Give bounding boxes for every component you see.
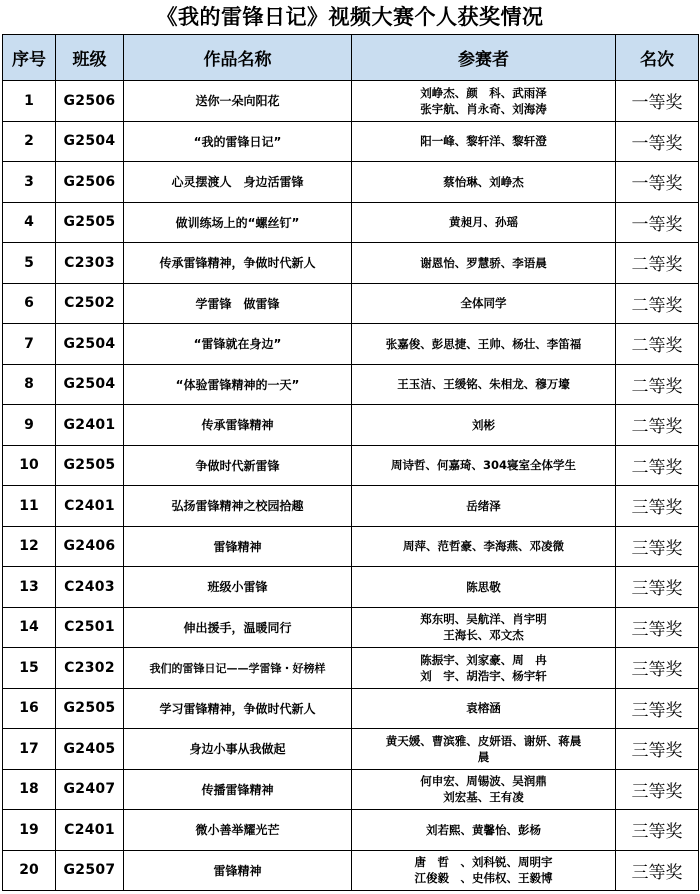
participant-line: 刘若熙、黄馨怡、彭杨 (426, 822, 541, 837)
cell-seq: 13 (3, 567, 56, 608)
cell-rank: 一等奖 (616, 202, 699, 243)
participant-line: 岳绪泽 (466, 498, 501, 513)
cell-class: C2501 (56, 607, 124, 648)
cell-work: 学雷锋 做雷锋 (124, 283, 352, 324)
participant-line: 刘峥杰、颜 科、武雨泽 (420, 85, 547, 100)
table-row (3, 283, 699, 324)
participant-line: 刘宏基、王有凌 (443, 790, 524, 805)
header-class: 班级 (56, 35, 124, 81)
cell-class: C2302 (56, 648, 124, 689)
cell-work: 我们的雷锋日记——学雷锋・好榜样 (124, 648, 352, 689)
cell-work: 争做时代新雷锋 (124, 445, 352, 486)
cell-class: G2405 (56, 729, 124, 770)
cell-seq: 8 (3, 364, 56, 405)
cell-class: G2401 (56, 405, 124, 446)
cell-work: 雷锋精神 (124, 526, 352, 567)
header-seq: 序号 (3, 35, 56, 81)
cell-seq: 9 (3, 405, 56, 446)
document-title: 《我的雷锋日记》视频大赛个人获奖情况 (156, 5, 544, 29)
cell-rank: 一等奖 (616, 162, 699, 203)
table-row (3, 810, 699, 851)
cell-seq: 11 (3, 486, 56, 527)
cell-rank: 二等奖 (616, 445, 699, 486)
participant-line: 何申宏、周锡波、吴润鼎 (420, 774, 547, 789)
cell-seq: 7 (3, 324, 56, 365)
participant-line: 袁榕涵 (466, 701, 501, 716)
cell-class: G2505 (56, 688, 124, 729)
cell-participants (352, 810, 616, 851)
cell-participants (352, 526, 616, 567)
cell-seq: 19 (3, 810, 56, 851)
participant-line: 黄天媛、曹滨雅、皮妍语、谢妍、蒋晨 (385, 733, 582, 748)
cell-rank: 二等奖 (616, 405, 699, 446)
table-row (3, 607, 699, 648)
cell-rank: 二等奖 (616, 243, 699, 284)
cell-seq: 4 (3, 202, 56, 243)
table-body (3, 81, 699, 891)
cell-rank: 一等奖 (616, 81, 699, 122)
table-row (3, 202, 699, 243)
table-row (3, 364, 699, 405)
cell-work: 心灵摆渡人 身边活雷锋 (124, 162, 352, 203)
participant-line: 周诗哲、何嘉琦、304寝室全体学生 (390, 458, 576, 473)
participant-line: 阳一峰、黎轩洋、黎轩澄 (420, 134, 547, 149)
cell-class: C2303 (56, 243, 124, 284)
cell-work: “体验雷锋精神的一天” (124, 364, 352, 405)
cell-participants (352, 364, 616, 405)
participant-line: 周萍、范哲豪、李海燕、邓凌微 (403, 539, 564, 554)
cell-participants (352, 688, 616, 729)
cell-work: 做训练场上的“螺丝钉” (124, 202, 352, 243)
cell-seq: 10 (3, 445, 56, 486)
participant-line: 全体同学 (460, 296, 507, 311)
cell-work: 伸出援手，温暖同行 (124, 607, 352, 648)
cell-participants (352, 486, 616, 527)
header-rank: 名次 (616, 35, 699, 81)
cell-work: “雷锋就在身边” (124, 324, 352, 365)
cell-rank: 三等奖 (616, 648, 699, 689)
table-header-row (3, 35, 699, 81)
cell-seq: 1 (3, 81, 56, 122)
cell-rank: 三等奖 (616, 688, 699, 729)
cell-seq: 20 (3, 850, 56, 891)
cell-class: G2506 (56, 81, 124, 122)
table-row (3, 405, 699, 446)
participant-line: 郑东明、吴航洋、肖宇明 (420, 612, 547, 627)
cell-work: 送你一朵向阳花 (124, 81, 352, 122)
cell-work: 学习雷锋精神，争做时代新人 (124, 688, 352, 729)
cell-seq: 6 (3, 283, 56, 324)
cell-participants (352, 324, 616, 365)
cell-seq: 3 (3, 162, 56, 203)
cell-rank: 二等奖 (616, 364, 699, 405)
cell-participants (352, 648, 616, 689)
table-row (3, 243, 699, 284)
cell-participants (352, 769, 616, 810)
cell-participants (352, 283, 616, 324)
cell-rank: 二等奖 (616, 283, 699, 324)
participant-line: 谢恩怡、罗慧骄、李语晨 (420, 255, 547, 270)
cell-rank: 三等奖 (616, 850, 699, 891)
cell-participants (352, 445, 616, 486)
table-row (3, 850, 699, 891)
cell-seq: 12 (3, 526, 56, 567)
participant-line: 江俊毅 、史伟权、王毅博 (414, 871, 553, 886)
cell-seq: 15 (3, 648, 56, 689)
table-row (3, 162, 699, 203)
cell-participants (352, 607, 616, 648)
award-table (2, 34, 699, 891)
cell-work: 身边小事从我做起 (124, 729, 352, 770)
table-row (3, 486, 699, 527)
cell-work: 传播雷锋精神 (124, 769, 352, 810)
cell-class: C2401 (56, 486, 124, 527)
participant-line: 刘 宇、胡浩宇、杨宇轩 (420, 668, 547, 683)
cell-work: 雷锋精神 (124, 850, 352, 891)
header-work: 作品名称 (124, 35, 352, 81)
cell-rank: 三等奖 (616, 729, 699, 770)
cell-class: G2504 (56, 324, 124, 365)
cell-rank: 一等奖 (616, 121, 699, 162)
cell-class: G2505 (56, 445, 124, 486)
cell-rank: 三等奖 (616, 526, 699, 567)
table-row (3, 688, 699, 729)
cell-class: G2504 (56, 121, 124, 162)
participant-line: 陈振宇、刘家豪、周 冉 (420, 652, 547, 667)
cell-participants (352, 162, 616, 203)
cell-rank: 三等奖 (616, 607, 699, 648)
participant-line: 蔡怡琳、刘峥杰 (443, 174, 524, 189)
cell-participants (352, 121, 616, 162)
participant-line: 晨 (477, 749, 490, 764)
table-row (3, 81, 699, 122)
header-participants: 参赛者 (352, 35, 616, 81)
cell-participants (352, 405, 616, 446)
participant-line: 王玉洁、王缓铭、朱相龙、穆万壕 (397, 377, 570, 392)
table-row (3, 729, 699, 770)
table-row (3, 567, 699, 608)
cell-seq: 2 (3, 121, 56, 162)
cell-participants (352, 850, 616, 891)
cell-seq: 17 (3, 729, 56, 770)
cell-class: G2505 (56, 202, 124, 243)
cell-seq: 16 (3, 688, 56, 729)
cell-rank: 三等奖 (616, 810, 699, 851)
cell-work: 弘扬雷锋精神之校园拾趣 (124, 486, 352, 527)
cell-class: G2406 (56, 526, 124, 567)
cell-class: G2407 (56, 769, 124, 810)
cell-seq: 14 (3, 607, 56, 648)
cell-class: G2506 (56, 162, 124, 203)
table-row (3, 648, 699, 689)
cell-class: C2403 (56, 567, 124, 608)
cell-work: 班级小雷锋 (124, 567, 352, 608)
cell-class: G2504 (56, 364, 124, 405)
cell-rank: 三等奖 (616, 486, 699, 527)
cell-participants (352, 81, 616, 122)
participant-line: 王海长、邓文杰 (443, 628, 524, 643)
cell-participants (352, 202, 616, 243)
participant-line: 陈思敬 (466, 579, 501, 594)
table-row (3, 121, 699, 162)
cell-participants (352, 243, 616, 284)
table-row (3, 445, 699, 486)
cell-class: C2502 (56, 283, 124, 324)
cell-participants (352, 567, 616, 608)
cell-rank: 三等奖 (616, 769, 699, 810)
cell-work: “我的雷锋日记” (124, 121, 352, 162)
cell-rank: 二等奖 (616, 324, 699, 365)
table-row (3, 769, 699, 810)
cell-class: C2401 (56, 810, 124, 851)
cell-seq: 5 (3, 243, 56, 284)
cell-work: 传承雷锋精神，争做时代新人 (124, 243, 352, 284)
participant-line: 唐 哲 、刘科锐、周明宇 (414, 855, 553, 870)
cell-work: 微小善举耀光芒 (124, 810, 352, 851)
participant-line: 张嘉俊、彭思捷、王帅、杨壮、李笛福 (385, 336, 582, 351)
cell-participants (352, 729, 616, 770)
table-row (3, 324, 699, 365)
cell-seq: 18 (3, 769, 56, 810)
cell-class: G2507 (56, 850, 124, 891)
table-row (3, 526, 699, 567)
cell-rank: 三等奖 (616, 567, 699, 608)
cell-work: 传承雷锋精神 (124, 405, 352, 446)
participant-line: 刘彬 (472, 417, 495, 432)
participant-line: 张宇航、肖永奇、刘海涛 (420, 101, 547, 116)
participant-line: 黄昶月、孙瑶 (449, 215, 518, 230)
